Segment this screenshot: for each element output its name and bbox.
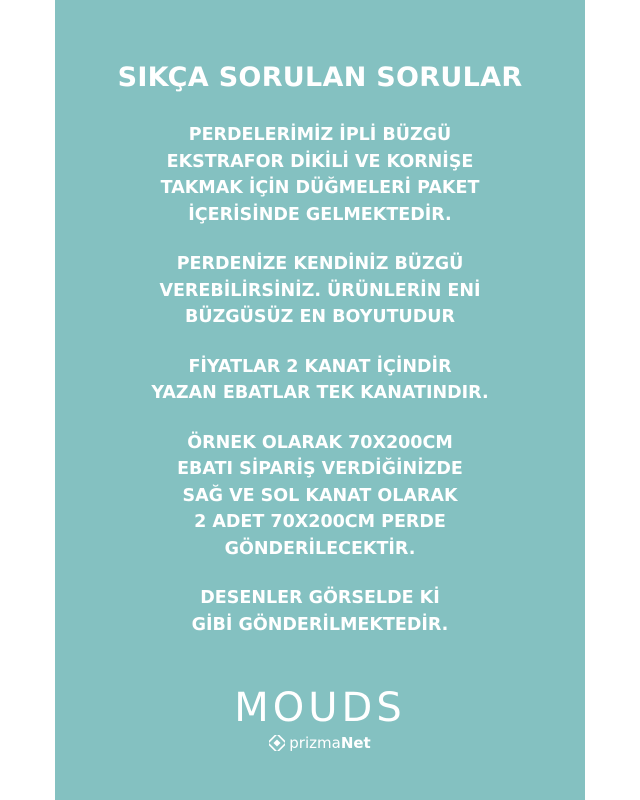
faq-line: VEREBİLİRSİNİZ. ÜRÜNLERİN ENİ	[159, 280, 481, 301]
faq-line: DESENLER GÖRSELDE Kİ	[200, 588, 440, 608]
faq-line: PERDENİZE KENDİNİZ BÜZGÜ	[176, 254, 464, 274]
faq-line: GÖNDERİLECEKTİR.	[224, 538, 416, 559]
faq-list	[55, 122, 585, 661]
faq-line: İÇERİSİNDE GELMEKTEDİR.	[188, 204, 452, 225]
faq-line: BÜZGÜSÜZ EN BOYUTUDUR	[185, 307, 455, 327]
faq-line: EKSTRAFOR DİKİLİ VE KORNİŞE	[166, 151, 474, 172]
faq-line: GİBİ GÖNDERİLMEKTEDİR.	[191, 614, 449, 635]
faq-item-5	[55, 585, 585, 638]
brand-logo	[55, 686, 585, 755]
faq-line: 2 ADET 70X200CM PERDE	[194, 512, 446, 532]
faq-line: YAZAN EBATLAR TEK KANATINDIR.	[151, 383, 489, 403]
faq-item-3	[55, 354, 585, 407]
faq-line: EBATI SİPARİŞ VERDİĞİNİZDE	[177, 459, 463, 479]
faq-item-4	[55, 430, 585, 563]
page-title: SIKÇA SORULAN SORULAR	[117, 62, 523, 93]
faq-line: PERDELERİMİZ İPLİ BÜZGÜ	[188, 125, 452, 145]
prizma-logo-icon	[269, 735, 285, 751]
brand-name: prizmaNet	[289, 734, 371, 752]
faq-panel	[55, 0, 585, 800]
mouds-logo: MOUDS	[234, 685, 406, 731]
faq-line: ÖRNEK OLARAK 70X200CM	[187, 432, 453, 453]
faq-line: FİYATLAR 2 KANAT İÇİNDİR	[188, 356, 452, 377]
faq-item-2	[55, 251, 585, 331]
faq-item-1	[55, 122, 585, 228]
prizmanet-logo	[269, 734, 370, 752]
faq-line: TAKMAK İÇİN DÜĞMELERİ PAKET	[160, 178, 480, 198]
faq-line: SAĞ VE SOL KANAT OLARAK	[182, 485, 458, 506]
